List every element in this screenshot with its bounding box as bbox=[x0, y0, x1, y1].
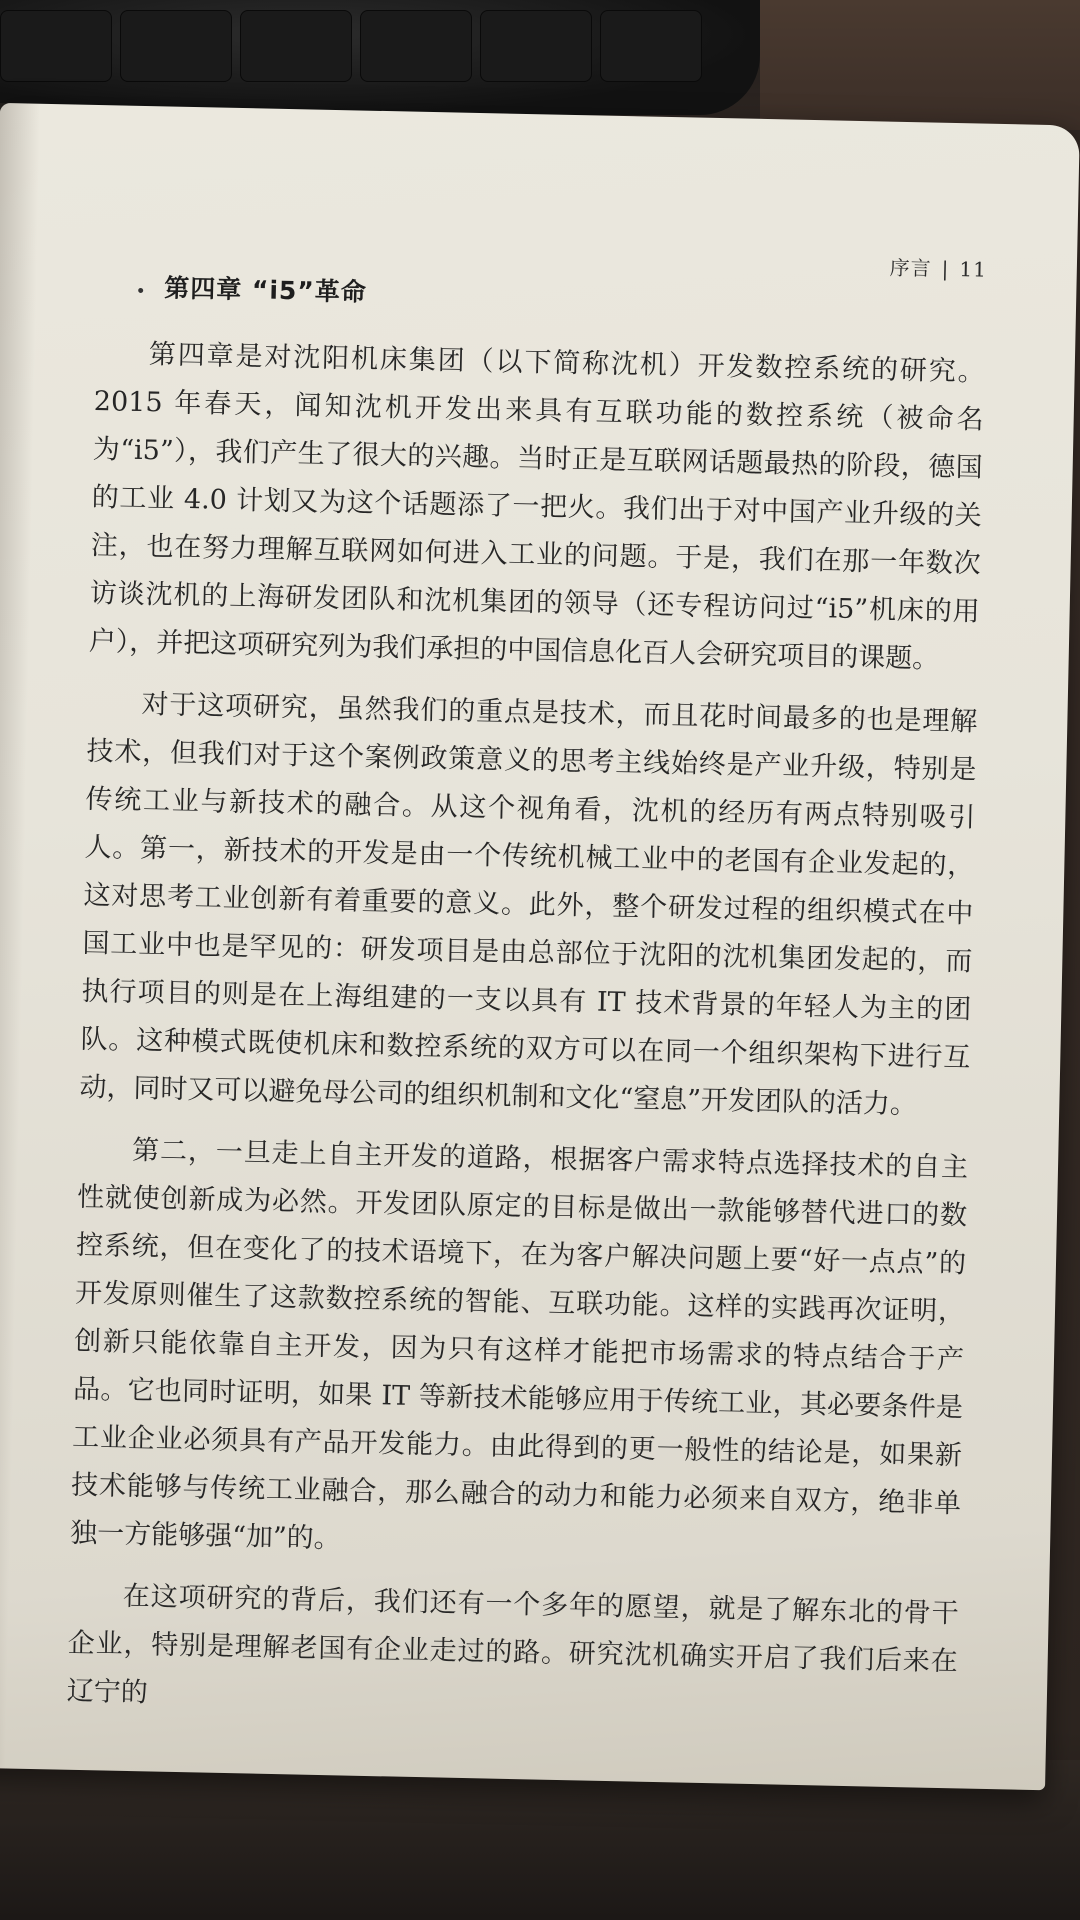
keyboard-background bbox=[0, 0, 760, 115]
keyboard-key bbox=[120, 10, 232, 82]
keyboard-key bbox=[600, 10, 702, 82]
book-page bbox=[0, 103, 1080, 1790]
paragraph: 第二，一旦走上自主开发的道路，根据客户需求特点选择技术的自主性就使创新成为必然。开发团队原定的目标是做出一款能够替代进口的数控系统，但在变化了的技术语境下，在为客户解决问题上要“好一点点”的开发原则催生了这款数控系统的智能、互联功能。这样的实践再次证明，创新只能依靠自主开发，因为只有这样才能把市场需求的特点结合于产品。它也同时证明，如果 IT 等新技术能够应用于传统工业，其必要条件是工业企业必须具有产品开发能力。由此得到的更一般性的结论是，如果新技术能够与传统工业融合，那么融合的动力和能力必须来自双方，绝非单独一方能够强“加”的。 bbox=[69, 1134, 969, 1555]
keyboard-key bbox=[240, 10, 352, 82]
page-gutter-shadow bbox=[0, 103, 40, 1768]
keyboard-key bbox=[360, 10, 472, 82]
running-head bbox=[889, 252, 987, 283]
page-number: 11 bbox=[959, 257, 988, 282]
paragraph: 对于这项研究，虽然我们的重点是技术，而且花时间最多的也是理解技术，但我们对于这个案例政策意义的思考主线始终是产业升级，特别是传统工业与新技术的融合。从这个视角看，沈机的经历有两点特别吸引人。第一，新技术的开发是由一个传统机械工业中的老国有企业发起的，这对思考工业创新有着重要的意义。此外，整个研发过程的组织模式在中国工业中也是罕见的：研发项目是由总部位于沈阳的沈机集团发起的，而执行项目的则是在上海组建的一支以具有 IT 技术背景的年轻人为主的团队。这种模式既使机床和数控系统的双方可以在同一个组织架构下进行互动，同时又可以避免母公司的组织机制和文化“窒息”开发团队的活力。 bbox=[79, 689, 978, 1121]
heading-bullet-dot bbox=[138, 288, 143, 293]
body-text bbox=[66, 330, 985, 1748]
running-head-separator: | bbox=[941, 256, 950, 281]
keyboard-key bbox=[480, 10, 592, 82]
keyboard-key bbox=[0, 10, 112, 82]
desk-surface bbox=[760, 0, 1080, 130]
paragraph: 在这项研究的背后，我们还有一个多年的愿望，就是了解东北的骨干企业，特别是理解老国有企业走过的路。研究沈机确实开启了我们后来在辽宁的 bbox=[66, 1580, 959, 1709]
running-head-section: 序言 bbox=[889, 255, 932, 281]
paragraph: 第四章是对沈阳机床集团（以下简称沈机）开发数控系统的研究。2015 年春天，闻知沈机开发出来具有互联功能的数控系统（被命名为“i5”），我们产生了很大的兴趣。当时正是互联网话题最热的阶段，德国的工业 4.0 计划又为这个话题添了一把火。我们出于对中国产业升级的关注，也在努力理解互联网如何进入工业的问题。于是，我们在那一年数次访谈沈机的上海研发团队和沈机集团的领导（还专程访问过“i5”机床的用户），并把这项研究列为我们承担的中国信息化百人会研究项目的课题。 bbox=[88, 339, 985, 675]
chapter-heading: 第四章 “i5”革命 bbox=[163, 273, 368, 307]
